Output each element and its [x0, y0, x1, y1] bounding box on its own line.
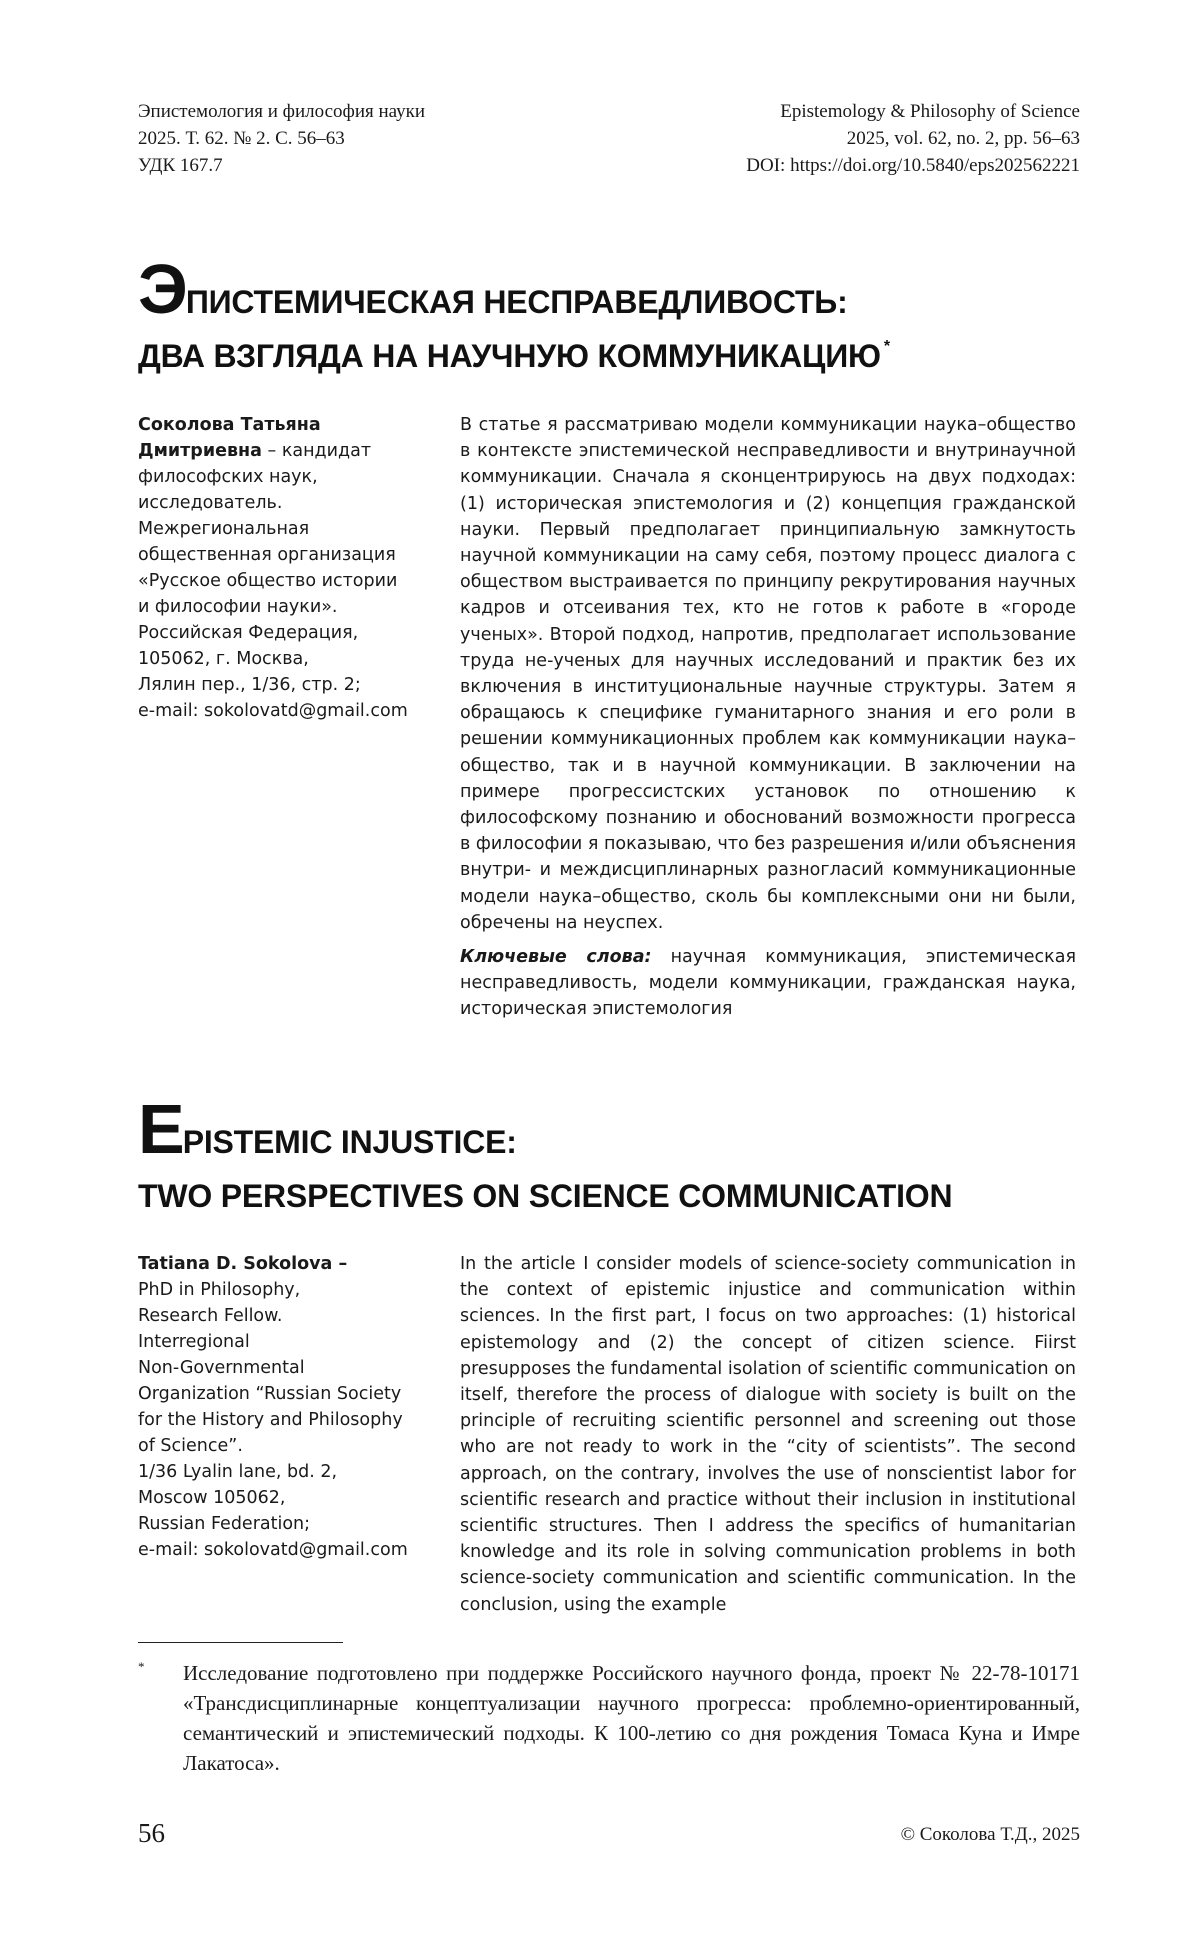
journal-info-en: [746, 98, 1080, 179]
title-line2-ru: ДВА ВЗГЛЯДА НА НАУЧНУЮ КОММУНИКАЦИЮ: [138, 338, 881, 374]
footnote: [138, 1658, 1080, 1778]
author-email-ru[interactable]: e-mail: sokolovatd@gmail.com: [138, 701, 408, 721]
title-initial-en: E: [138, 1090, 183, 1168]
journal-name-ru: Эпистемология и философия науки: [138, 101, 426, 122]
journal-name-en: Epistemology & Philosophy of Science: [780, 101, 1080, 122]
footnote-marker[interactable]: *: [883, 338, 890, 355]
author-degree-ru: – кандидат: [261, 441, 372, 461]
article-title-en: [138, 1090, 1080, 1215]
author-line: Research Fellow.: [138, 1306, 283, 1326]
footnote-mark: *: [138, 1659, 145, 1674]
udc-code: УДК 167.7: [138, 155, 223, 176]
page-number: 56: [138, 1818, 165, 1848]
author-name-en: Tatiana D. Sokolova –: [138, 1254, 348, 1274]
author-line: for the History and Philosophy: [138, 1410, 403, 1430]
author-line: Russian Federation;: [138, 1514, 311, 1534]
title-line2-en: TWO PERSPECTIVES ON SCIENCE COMMUNICATION: [138, 1178, 953, 1214]
keywords-text-ru: научная коммуникация, эпистемическая несправедливость, модели коммуникации, гражданская наука, историческая эпистемология: [460, 947, 1076, 1020]
author-line: исследователь.: [138, 493, 283, 513]
author-info-ru: [138, 412, 438, 724]
copyright: © Соколова Т.Д., 2025: [900, 1824, 1080, 1845]
author-line: 1/36 Lyalin lane, bd. 2,: [138, 1462, 338, 1482]
keywords-label-ru: Ключевые слова:: [460, 947, 652, 968]
author-line: Российская Федерация,: [138, 623, 359, 643]
journal-info-ru: [138, 98, 425, 179]
author-line: Межрегиональная: [138, 519, 310, 539]
footnote-text: Исследование подготовлено при поддержке Российского научного фонда, проект № 22-78-10171 «Трансдисциплинарные концептуализации научного прогресса: проблемно-ориентированный, семантический и эпистемический подходы. К 100-летию со дня рождения Томаса Куна и Имре Лакатоса».: [183, 1661, 1080, 1775]
title-line1-en: PISTEMIC INJUSTICE:: [182, 1124, 517, 1160]
author-line: Organization “Russian Society: [138, 1384, 402, 1404]
author-line: 105062, г. Москва,: [138, 649, 309, 669]
author-line: of Science”.: [138, 1436, 243, 1456]
footnote-divider: [138, 1642, 343, 1643]
abstract-en: [460, 1251, 1076, 1618]
author-info-en: [138, 1251, 438, 1563]
title-line1-ru: ПИСТЕМИЧЕСКАЯ НЕСПРАВЕДЛИВОСТЬ:: [185, 284, 848, 320]
author-name-ru-line1: Соколова Татьяна: [138, 415, 321, 435]
abstract-ru: [460, 412, 1076, 1023]
journal-issue-ru: 2025. Т. 62. № 2. С. 56–63: [138, 128, 345, 149]
journal-issue-en: 2025, vol. 62, no. 2, pp. 56–63: [846, 128, 1080, 149]
author-line: Moscow 105062,: [138, 1488, 286, 1508]
article-title-ru: [138, 250, 1080, 375]
author-line: Лялин пер., 1/36, стр. 2;: [138, 675, 361, 695]
author-line: общественная организация: [138, 545, 396, 565]
author-name-ru-line2: Дмитриевна: [138, 441, 262, 461]
author-line: «Русское общество истории: [138, 571, 398, 591]
title-initial-ru: Э: [138, 250, 186, 328]
author-email-en[interactable]: e-mail: sokolovatd@gmail.com: [138, 1540, 408, 1560]
author-line: Interregional: [138, 1332, 250, 1352]
abstract-text-ru: В статье я рассматриваю модели коммуникации наука–общество в контексте эпистемической несправедливости и внутринаучной коммуникации. Сначала я сконцентрируюсь на двух подходах: (1) историческая эпистемология и (2) концепция гражданской науки. Первый предполагает принципиальную замкнутость научной коммуникации на саму себя, поэтому процесс диалога с обществом выстраивается по принципу рекрутирования научных кадров и отсеивания тех, кто не готов к работе в «городе ученых». Второй подход, напротив, предполагает использование труда не-ученых для научных исследований и практик без их включения в институциональные научные структуры. Затем я обращаюсь к специфике гуманитарного знания и его роли в решении коммуникационных проблем как коммуникации наука–общество, так и в научной коммуникации. В заключении на примере прогрессистских установок по отношению к философскому познанию и обоснований возможности прогресса в философии я показываю, что без разрешения и/или объяснения внутри- и междисциплинарных разногласий коммуникационные модели наука–общество, сколь бы комплексными они ни были, обречены на неуспех.: [460, 415, 1076, 933]
doi-link[interactable]: DOI: https://doi.org/10.5840/eps202562221: [746, 155, 1080, 176]
author-line: PhD in Philosophy,: [138, 1280, 301, 1300]
keywords-ru: [460, 944, 1076, 1023]
abstract-text-en: In the article I consider models of science-society communication in the context of epistemic injustice and communication within sciences. In the first part, I focus on two approaches: (1) historical epistemology and (2) the concept of citizen science. Fiirst presupposes the fundamental isolation of scientific communication on itself, therefore the process of dialogue with society is built on the principle of recruiting scientific personnel and screening out those who are not ready to work in the “city of scientists”. The second approach, on the contrary, involves the use of nonscientist labor for scientific research and practice without their inclusion in institutional scientific structures. Then I address the specifics of humanitarian knowledge and its role in solving communication problems in both science-society communication and scientific communication. In the conclusion, using the example: [460, 1254, 1076, 1615]
author-line: философских наук,: [138, 467, 318, 487]
author-line: Non-Governmental: [138, 1358, 305, 1378]
author-line: и философии науки».: [138, 597, 338, 617]
